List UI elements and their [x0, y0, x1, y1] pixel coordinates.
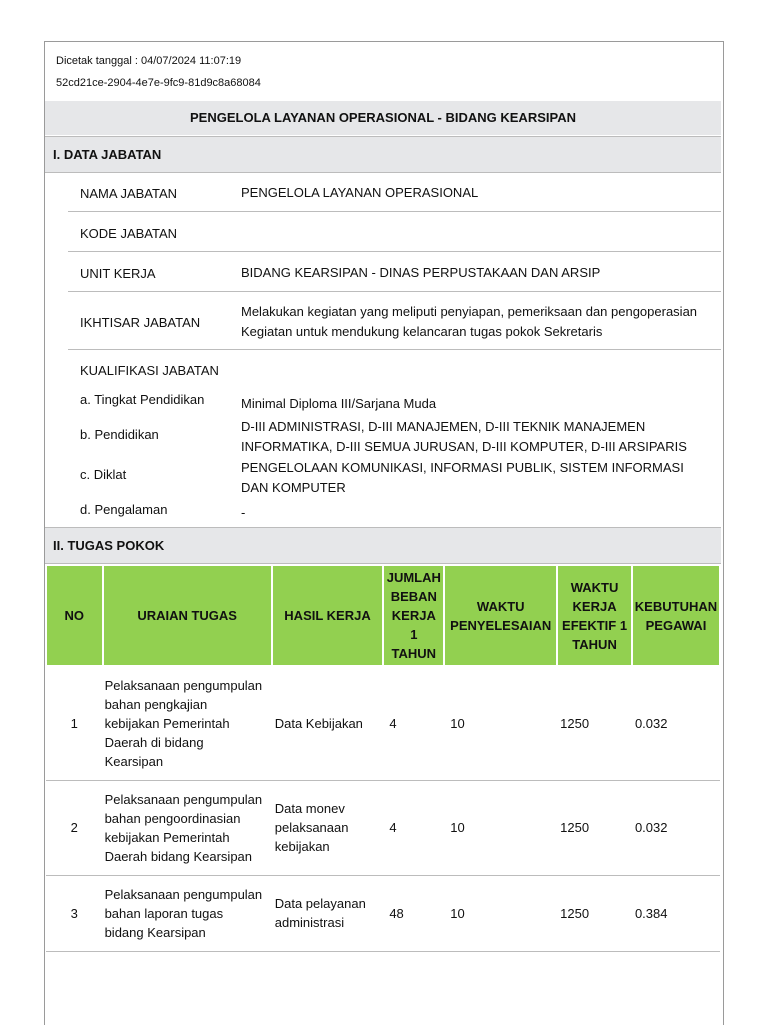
divider [68, 251, 721, 252]
cell-beban: 48 [383, 875, 444, 951]
document-title: PENGELOLA LAYANAN OPERASIONAL - BIDANG KEARSIPAN [45, 101, 721, 135]
tingkat-pendidikan-label: a. Tingkat Pendidikan [80, 392, 205, 407]
divider [68, 211, 721, 212]
cell-hasil: Data monev pelaksanaan kebijakan [272, 780, 384, 875]
cell-beban: 4 [383, 666, 444, 780]
diklat-line-2: DAN KOMPUTER [241, 480, 346, 495]
kode-jabatan-label: KODE JABATAN [80, 226, 178, 241]
diklat-value [241, 458, 719, 498]
divider [68, 349, 721, 350]
col-header-beban: JUMLAH BEBAN KERJA 1 TAHUN [383, 565, 444, 666]
document-id: 52cd21ce-2904-4e7e-9fc9-81d9c8a68084 [56, 77, 261, 89]
pengalaman-label: d. Pengalaman [80, 502, 168, 517]
col-header-uraian: URAIAN TUGAS [103, 565, 272, 666]
ikhtisar-line-1: Melakukan kegiatan yang meliputi penyiapan, pemeriksaan dan pengoperasian [241, 304, 698, 319]
cell-waktu: 10 [444, 666, 557, 780]
cell-beban: 4 [383, 780, 444, 875]
pendidikan-line-1: D-III ADMINISTRASI, D-III MANAJEMEN, D-III TEKNIK MANAJEMEN [241, 419, 646, 434]
kualifikasi-jabatan-label: KUALIFIKASI JABATAN [80, 363, 219, 378]
cell-uraian: Pelaksanaan pengumpulan bahan laporan tugas bidang Kearsipan [103, 875, 272, 951]
print-date: Dicetak tanggal : 04/07/2024 11:07:19 [56, 55, 242, 67]
tingkat-pendidikan-value: Minimal Diploma III/Sarjana Muda [241, 396, 437, 411]
col-header-hasil: HASIL KERJA [272, 565, 384, 666]
col-header-waktu: WAKTU PENYELESAIAN [444, 565, 557, 666]
table-row [46, 666, 720, 780]
cell-no: 1 [46, 666, 103, 780]
table-header-row [46, 565, 720, 666]
cell-efektif: 1250 [557, 875, 632, 951]
section-data-jabatan [45, 136, 721, 173]
cell-no: 2 [46, 780, 103, 875]
section-heading: I. DATA JABATAN [53, 147, 162, 162]
section-tugas-pokok [45, 527, 721, 564]
cell-no: 3 [46, 875, 103, 951]
ikhtisar-line-2: Kegiatan untuk mendukung kelancaran tugas pokok Sekretaris [241, 324, 603, 339]
pengalaman-value: - [241, 505, 246, 520]
unit-kerja-label: UNIT KERJA [80, 266, 156, 281]
cell-hasil: Data Kebijakan [272, 666, 384, 780]
nama-jabatan-value: PENGELOLA LAYANAN OPERASIONAL [241, 185, 479, 200]
cell-uraian: Pelaksanaan pengumpulan bahan pengoordinasian kebijakan Pemerintah Daerah bidang Kearsipan [103, 780, 272, 875]
cell-efektif: 1250 [557, 780, 632, 875]
diklat-label: c. Diklat [80, 467, 127, 482]
unit-kerja-value: BIDANG KEARSIPAN - DINAS PERPUSTAKAAN DAN ARSIP [241, 265, 601, 280]
cell-hasil: Data pelayanan administrasi [272, 875, 384, 951]
table-row [46, 875, 720, 951]
cell-kebutuhan: 0.032 [632, 780, 720, 875]
ikhtisar-jabatan-value [241, 302, 719, 342]
pendidikan-line-2: INFORMATIKA, D-III SEMUA JURUSAN, D-III KOMPUTER, D-III ARSIPARIS [241, 439, 687, 454]
tugas-pokok-table [45, 564, 721, 952]
divider [68, 291, 721, 292]
nama-jabatan-label: NAMA JABATAN [80, 186, 178, 201]
col-header-kebutuhan: KEBUTUHAN PEGAWAI [632, 565, 720, 666]
cell-kebutuhan: 0.032 [632, 666, 720, 780]
col-header-efektif: WAKTU KERJA EFEKTIF 1 TAHUN [557, 565, 632, 666]
cell-waktu: 10 [444, 780, 557, 875]
cell-efektif: 1250 [557, 666, 632, 780]
cell-uraian: Pelaksanaan pengumpulan bahan pengkajian kebijakan Pemerintah Daerah di bidang Kearsipan [103, 666, 272, 780]
section-heading: II. TUGAS POKOK [53, 538, 165, 553]
ikhtisar-jabatan-label: IKHTISAR JABATAN [80, 315, 201, 330]
cell-waktu: 10 [444, 875, 557, 951]
pendidikan-label: b. Pendidikan [80, 427, 159, 442]
pendidikan-value [241, 417, 719, 457]
diklat-line-1: PENGELOLAAN KOMUNIKASI, INFORMASI PUBLIK, SISTEM INFORMASI [241, 460, 684, 475]
table-row [46, 780, 720, 875]
cell-kebutuhan: 0.384 [632, 875, 720, 951]
col-header-no: NO [46, 565, 103, 666]
